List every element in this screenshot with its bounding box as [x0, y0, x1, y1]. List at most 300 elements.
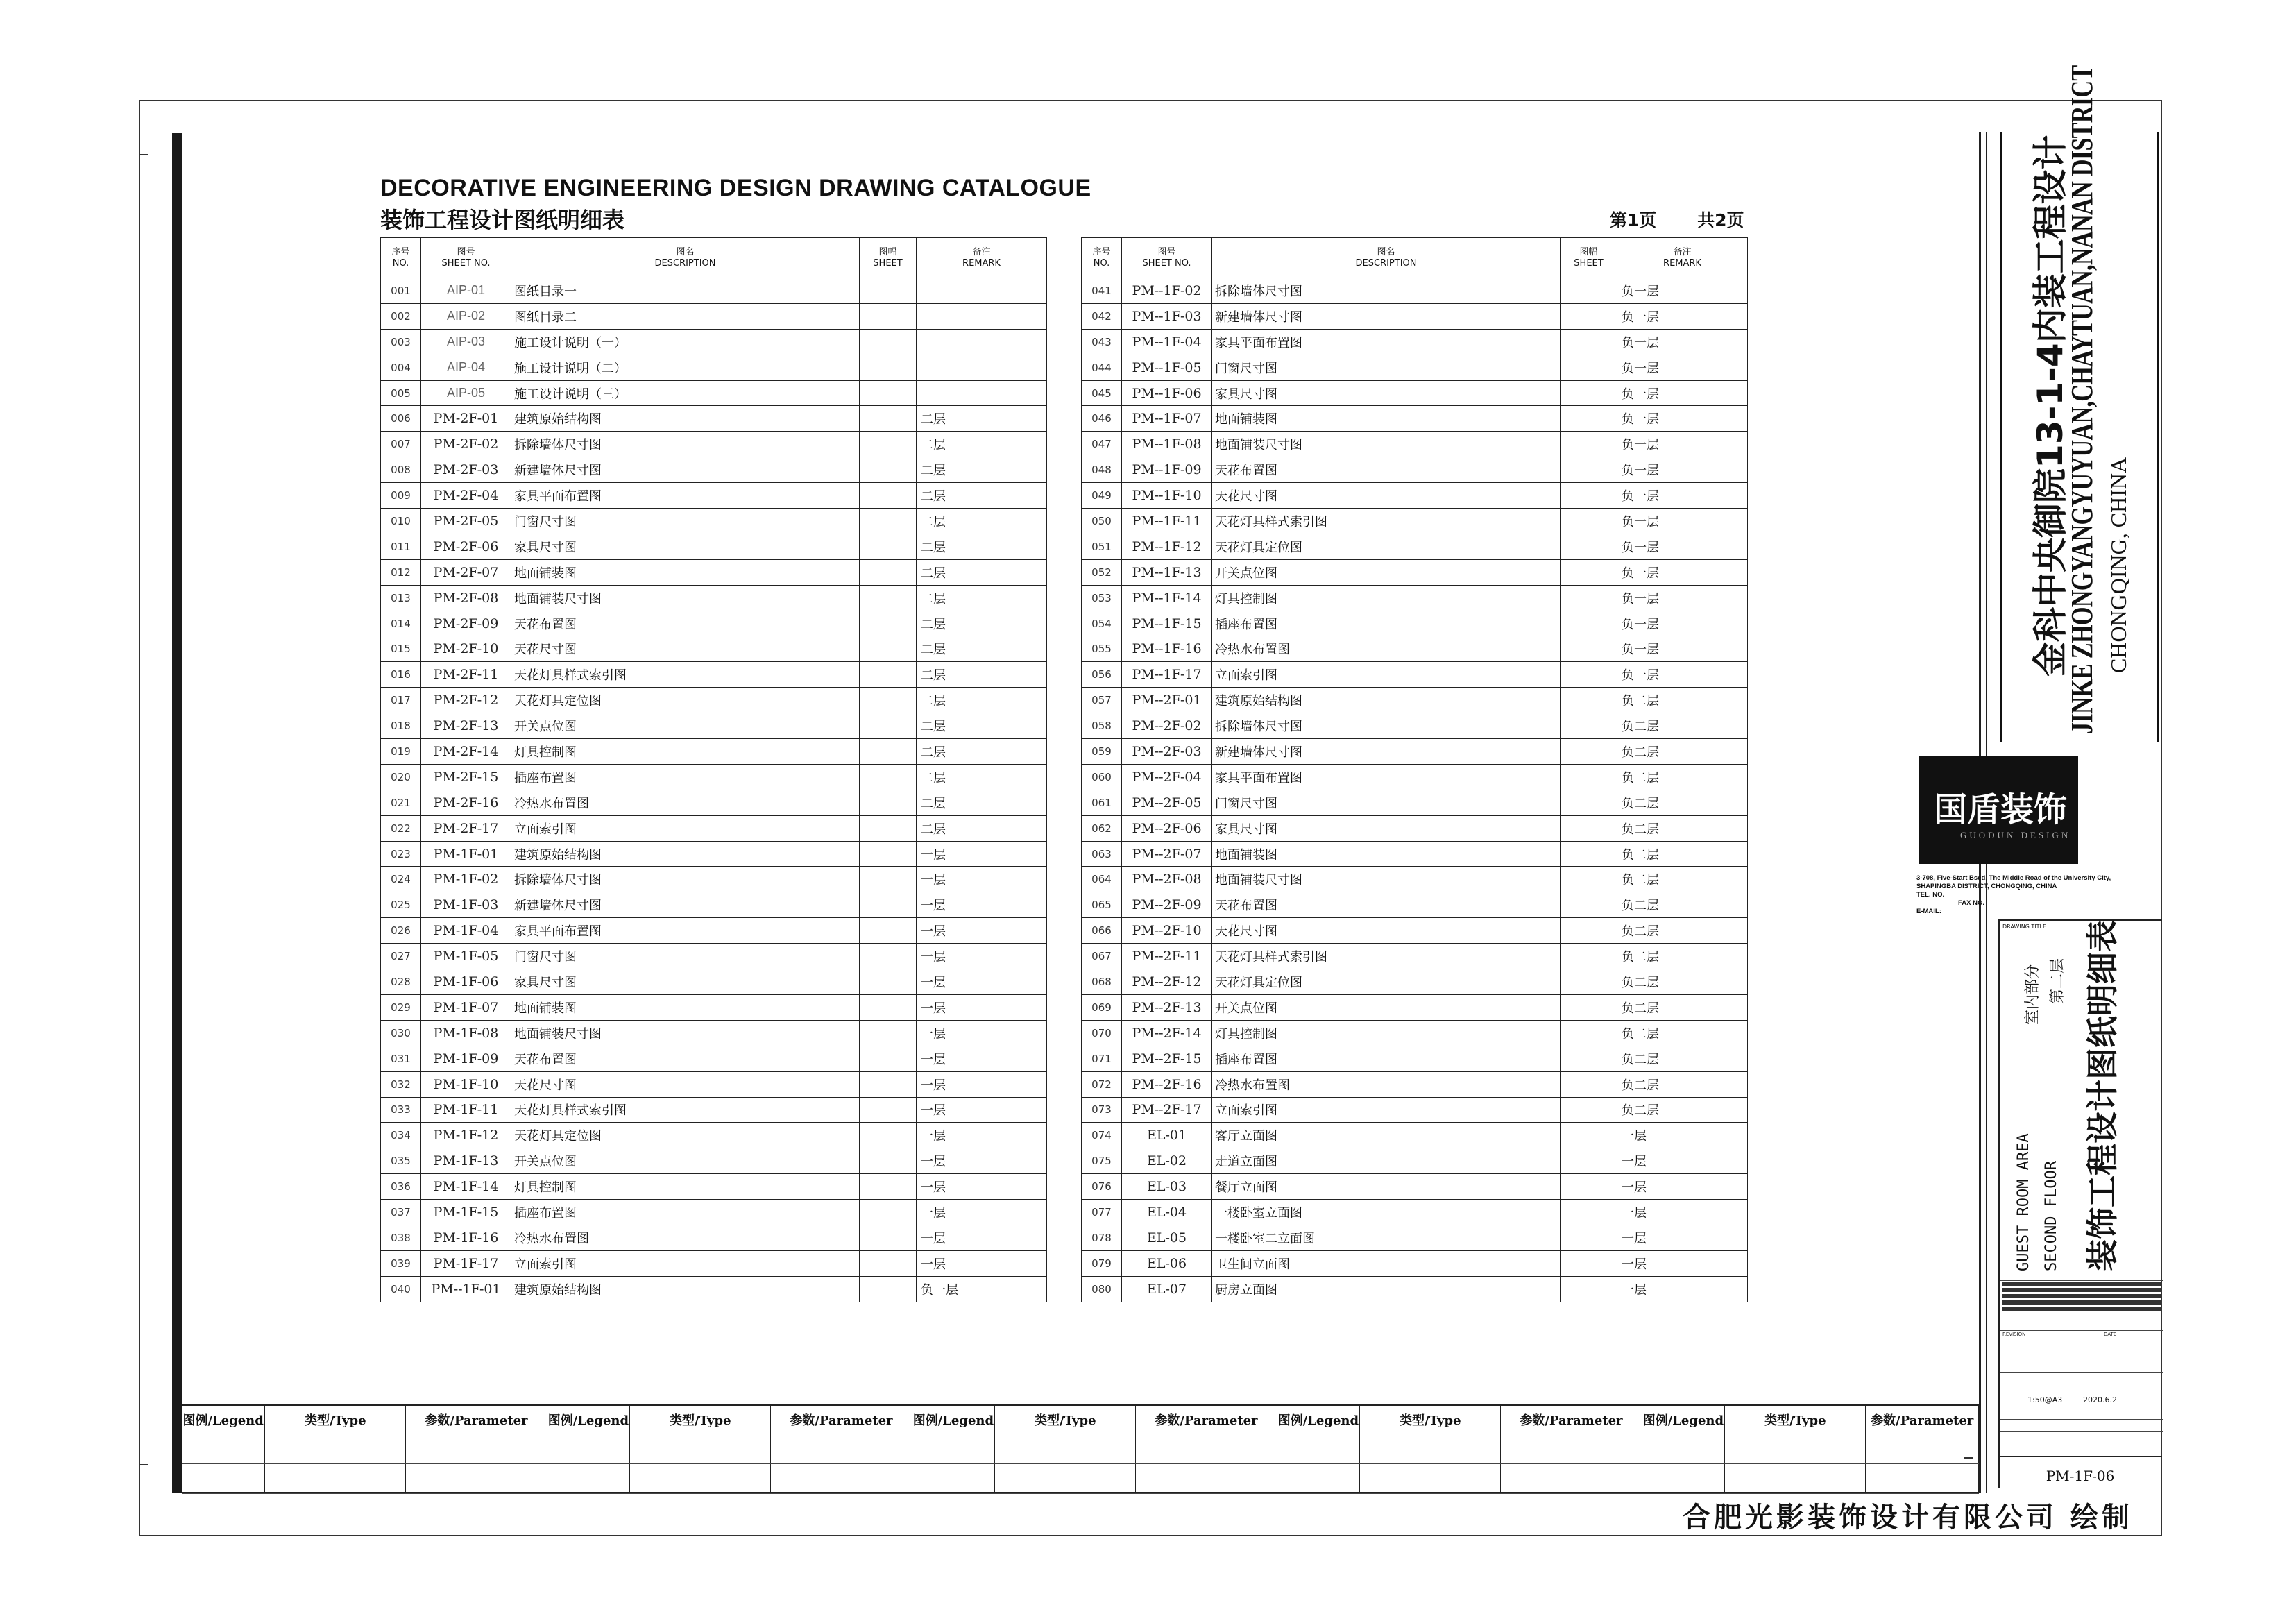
catalogue-body-right [1082, 278, 1748, 1302]
table-row [381, 918, 1047, 944]
floor-remark: 二层 [917, 457, 1047, 483]
row-number: 041 [1082, 278, 1122, 304]
legend-cell [995, 1463, 1136, 1493]
table-row [381, 1276, 1047, 1302]
drawing-title-block [1998, 919, 2162, 1280]
date-label: DATE [2104, 1332, 2117, 1337]
col-header-no: 序号 NO. [381, 238, 421, 278]
row-number: 073 [1082, 1097, 1122, 1123]
drawing-description: 新建墙体尺寸图 [511, 892, 860, 918]
row-number: 011 [381, 534, 421, 559]
row-number: 040 [381, 1276, 421, 1302]
table-row [1082, 994, 1748, 1020]
sheet-number: PM--2F-15 [1122, 1046, 1212, 1071]
drawing-description: 灯具控制图 [511, 739, 860, 765]
sheet-number: PM-1F-12 [421, 1123, 511, 1148]
sheet-size [860, 355, 917, 380]
drawing-description: 餐厅立面图 [1212, 1174, 1561, 1200]
sheet-number: PM--2F-08 [1122, 867, 1212, 892]
sheet-number: PM-2F-06 [421, 534, 511, 559]
floor-remark: 二层 [917, 559, 1047, 585]
row-number: 007 [381, 432, 421, 457]
legend-cell [912, 1434, 995, 1463]
sheet-size [860, 662, 917, 688]
sheet-size [1561, 1276, 1617, 1302]
row-number: 037 [381, 1200, 421, 1225]
area-cn: 室内部分 [2024, 963, 2041, 1025]
legend-header-type: 类型/Type [995, 1406, 1136, 1434]
drawing-description: 插座布置图 [1212, 1046, 1561, 1071]
col-header-sheet: 图号 SHEET NO. [1122, 238, 1212, 278]
divider [2000, 1280, 2163, 1281]
table-row [381, 688, 1047, 713]
sheet-size [860, 918, 917, 944]
sheet-number: PM-2F-04 [421, 483, 511, 509]
sheet-number: PM-2F-14 [421, 739, 511, 765]
drawing-description: 天花灯具定位图 [511, 1123, 860, 1148]
drawing-description: 家具平面布置图 [1212, 764, 1561, 790]
table-row [381, 969, 1047, 995]
sheet-size [1561, 636, 1617, 662]
sheet-size [1561, 278, 1617, 304]
company-address [1916, 874, 2111, 916]
sheet-number: PM-2F-03 [421, 457, 511, 483]
row-number: 014 [381, 611, 421, 636]
legend-cell [1360, 1434, 1501, 1463]
floor-remark: 二层 [917, 790, 1047, 815]
floor-remark: 一层 [917, 1200, 1047, 1225]
table-row [381, 432, 1047, 457]
drawing-description: 天花尺寸图 [511, 1071, 860, 1097]
company-name-en: GUODUN DESIGN [1960, 830, 2071, 840]
drawing-description: 天花灯具定位图 [1212, 969, 1561, 995]
drawing-description: 一楼卧室立面图 [1212, 1200, 1561, 1225]
project-city: CHONGQING, CHINA [2106, 457, 2131, 673]
sheet-size [1561, 380, 1617, 406]
col-header-scale: 图幅 SHEET [860, 238, 917, 278]
sheet-number: PM-1F-09 [421, 1046, 511, 1071]
table-row [381, 1071, 1047, 1097]
table-row [1082, 1174, 1748, 1200]
sheet-size [860, 432, 917, 457]
catalogue-table-left [380, 237, 1047, 1302]
floor-remark: 负一层 [1617, 406, 1748, 432]
legend-header-parameter: 参数/Parameter [406, 1406, 547, 1434]
floor-remark [917, 329, 1047, 355]
drawing-description: 拆除墙体尺寸图 [1212, 278, 1561, 304]
floor-remark: 负二层 [1617, 944, 1748, 969]
drawing-description: 开关点位图 [511, 713, 860, 739]
drawing-description: 一楼卧室二立面图 [1212, 1225, 1561, 1250]
drawing-description: 天花尺寸图 [1212, 483, 1561, 509]
drawing-description: 冷热水布置图 [511, 790, 860, 815]
sheet-number: PM--2F-13 [1122, 994, 1212, 1020]
sheet-size [860, 790, 917, 815]
floor-remark: 负二层 [1617, 1071, 1748, 1097]
table-row [381, 355, 1047, 380]
legend-cell [265, 1434, 406, 1463]
row-number: 035 [381, 1148, 421, 1174]
row-number: 062 [1082, 815, 1122, 841]
drawing-description: 天花布置图 [511, 611, 860, 636]
table-header-row [381, 238, 1047, 278]
row-number: 079 [1082, 1250, 1122, 1276]
table-row [381, 329, 1047, 355]
table-row [381, 892, 1047, 918]
sheet-size [860, 1250, 917, 1276]
sheet-number: PM-1F-11 [421, 1097, 511, 1123]
row-number: 022 [381, 815, 421, 841]
sheet-number: PM--2F-07 [1122, 841, 1212, 867]
drawing-description: 建筑原始结构图 [1212, 688, 1561, 713]
project-name-block [2000, 65, 2159, 742]
table-row [1082, 944, 1748, 969]
drawing-description: 天花灯具定位图 [1212, 534, 1561, 559]
row-number: 039 [381, 1250, 421, 1276]
drawing-description: 新建墙体尺寸图 [511, 457, 860, 483]
sheet-number: PM--1F-09 [1122, 457, 1212, 483]
floor-remark: 二层 [917, 636, 1047, 662]
floor-remark: 二层 [917, 534, 1047, 559]
floor-remark: 二层 [917, 815, 1047, 841]
sheet-number: PM-1F-05 [421, 944, 511, 969]
floor-remark: 负一层 [1617, 457, 1748, 483]
table-row [381, 1250, 1047, 1276]
row-number: 045 [1082, 380, 1122, 406]
sheet-size [860, 1097, 917, 1123]
table-row [381, 764, 1047, 790]
drawing-description: 地面铺装图 [1212, 841, 1561, 867]
drawing-description: 天花布置图 [511, 1046, 860, 1071]
row-number: 076 [1082, 1174, 1122, 1200]
footer-credit: 合肥光影装饰设计有限公司 绘制 [1683, 1501, 2133, 1533]
row-number: 023 [381, 841, 421, 867]
drawing-description: 家具平面布置图 [1212, 329, 1561, 355]
table-row [381, 1148, 1047, 1174]
row-number: 080 [1082, 1276, 1122, 1302]
table-row [1082, 611, 1748, 636]
legend-header-type: 类型/Type [1725, 1406, 1866, 1434]
table-row [381, 380, 1047, 406]
row-number: 012 [381, 559, 421, 585]
floor-remark: 一层 [917, 918, 1047, 944]
floor-remark [917, 380, 1047, 406]
sheet-size [860, 1276, 917, 1302]
sheet-size [1561, 559, 1617, 585]
row-number: 019 [381, 739, 421, 765]
sheet-size [860, 559, 917, 585]
drawing-description: 厨房立面图 [1212, 1276, 1561, 1302]
legend-header-type: 类型/Type [630, 1406, 771, 1434]
sheet-number: AIP-04 [421, 355, 511, 380]
sheet-number: PM--1F-11 [1122, 509, 1212, 534]
sheet-size [1561, 1148, 1617, 1174]
sheet-size [1561, 994, 1617, 1020]
floor-remark: 一层 [917, 994, 1047, 1020]
row-number: 030 [381, 1020, 421, 1046]
sheet-number: AIP-05 [421, 380, 511, 406]
table-row [381, 278, 1047, 304]
legend-cell [1136, 1463, 1277, 1493]
address-line: 3-708, Five-Start Bsed, The Middle Road of the University City, [1916, 874, 2111, 882]
row-number: 059 [1082, 739, 1122, 765]
row-number: 004 [381, 355, 421, 380]
drawing-description: 天花尺寸图 [511, 636, 860, 662]
table-row [381, 1046, 1047, 1071]
table-row [381, 867, 1047, 892]
sheet-number: PM--1F-17 [1122, 662, 1212, 688]
table-row [1082, 1148, 1748, 1174]
sheet-number: PM-2F-13 [421, 713, 511, 739]
table-row [1082, 483, 1748, 509]
floor-remark: 负一层 [1617, 534, 1748, 559]
legend-row [182, 1434, 1979, 1463]
legend-cell [912, 1463, 995, 1493]
sheet-number: PM-1F-14 [421, 1174, 511, 1200]
legend-cell [1642, 1434, 1725, 1463]
drawing-description: 地面铺装尺寸图 [511, 1020, 860, 1046]
table-row [1082, 559, 1748, 585]
floor-remark: 负一层 [1617, 380, 1748, 406]
company-logo [1919, 756, 2078, 864]
row-number: 034 [381, 1123, 421, 1148]
sheet-size [1561, 688, 1617, 713]
legend-cell [265, 1463, 406, 1493]
legend-cell [182, 1463, 265, 1493]
address-line: SHAPINGBA DISTRICT, CHONGQING, CHINA [1916, 883, 2057, 890]
sheet-size [1561, 509, 1617, 534]
project-name-en: JINKE ZHONGYANGYUYUAN,CHAYTUAN,NANAN DISTRICT [2065, 65, 2099, 735]
floor-remark: 一层 [1617, 1276, 1748, 1302]
legend-header-legend: 图例/Legend [182, 1406, 265, 1434]
area-en: GUEST ROOM AREA [2015, 1133, 2032, 1271]
drawing-description: 地面铺装尺寸图 [511, 585, 860, 611]
sheet-size [860, 815, 917, 841]
floor-remark: 一层 [917, 1174, 1047, 1200]
table-row [1082, 867, 1748, 892]
row-number: 060 [1082, 764, 1122, 790]
sheet-size [860, 739, 917, 765]
divider [2000, 1419, 2163, 1420]
sheet-number: PM--1F-16 [1122, 636, 1212, 662]
drawing-description: 插座布置图 [1212, 611, 1561, 636]
sheet-number: EL-01 [1122, 1123, 1212, 1148]
sheet-number: PM--1F-02 [1122, 278, 1212, 304]
legend-row [182, 1463, 1979, 1493]
floor-remark: 一层 [1617, 1225, 1748, 1250]
floor-remark: 负一层 [1617, 278, 1748, 304]
sheet-number: PM-1F-04 [421, 918, 511, 944]
floor-remark: 负一层 [1617, 559, 1748, 585]
sheet-number: AIP-01 [421, 278, 511, 304]
row-number: 063 [1082, 841, 1122, 867]
drawing-description: 地面铺装尺寸图 [1212, 867, 1561, 892]
floor-remark: 负二层 [1617, 892, 1748, 918]
sheet-size [1561, 790, 1617, 815]
sheet-size [860, 611, 917, 636]
row-number: 018 [381, 713, 421, 739]
drawing-description: 施工设计说明（三） [511, 380, 860, 406]
row-number: 070 [1082, 1020, 1122, 1046]
legend-cell [1360, 1463, 1501, 1493]
drawing-description: 天花灯具样式索引图 [1212, 509, 1561, 534]
floor-remark: 负一层 [1617, 662, 1748, 688]
row-number: 044 [1082, 355, 1122, 380]
fine-print [2002, 1282, 2161, 1329]
table-row [381, 406, 1047, 432]
table-row [1082, 1250, 1748, 1276]
sheet-size [1561, 329, 1617, 355]
drawing-title-label: DRAWING TITLE [2002, 924, 2047, 930]
row-number: 028 [381, 969, 421, 995]
floor-remark: 负二层 [1617, 1097, 1748, 1123]
legend-header-row [182, 1406, 1979, 1434]
legend-header-legend: 图例/Legend [547, 1406, 630, 1434]
floor-remark: 二层 [917, 713, 1047, 739]
table-row [1082, 969, 1748, 995]
floor-remark: 一层 [917, 1148, 1047, 1174]
col-header-remark: 备注 REMARK [1617, 238, 1748, 278]
sheet-size [860, 688, 917, 713]
sheet-size [1561, 944, 1617, 969]
floor-remark: 负二层 [1617, 867, 1748, 892]
divider [2000, 1372, 2163, 1373]
table-row [1082, 1020, 1748, 1046]
sheet-number: PM-2F-05 [421, 509, 511, 534]
sheet-number: PM--2F-01 [1122, 688, 1212, 713]
floor-remark: 负二层 [1617, 739, 1748, 765]
legend-cell [547, 1463, 630, 1493]
row-number: 055 [1082, 636, 1122, 662]
sheet-size [860, 1071, 917, 1097]
drawing-description: 插座布置图 [511, 764, 860, 790]
binding-bar [172, 133, 182, 1493]
legend-cell [1642, 1463, 1725, 1493]
floor-remark [917, 278, 1047, 304]
floor-remark: 负一层 [1617, 432, 1748, 457]
sheet-number: PM-2F-17 [421, 815, 511, 841]
drawing-description: 建筑原始结构图 [511, 1276, 860, 1302]
floor-remark: 二层 [917, 509, 1047, 534]
row-number: 020 [381, 764, 421, 790]
row-number: 026 [381, 918, 421, 944]
sheet-size [860, 841, 917, 867]
legend-cell [1136, 1434, 1277, 1463]
sheet-number: PM-1F-17 [421, 1250, 511, 1276]
table-row [1082, 1200, 1748, 1225]
sheet-number: PM--2F-05 [1122, 790, 1212, 815]
drawing-description: 客厅立面图 [1212, 1123, 1561, 1148]
row-number: 008 [381, 457, 421, 483]
legend-cell [1725, 1463, 1866, 1493]
drawing-description: 建筑原始结构图 [511, 406, 860, 432]
floor-remark: 一层 [917, 892, 1047, 918]
catalogue-body-left [381, 278, 1047, 1302]
sheet-number: PM--1F-15 [1122, 611, 1212, 636]
row-number: 043 [1082, 329, 1122, 355]
drawing-description: 拆除墙体尺寸图 [1212, 713, 1561, 739]
row-number: 033 [381, 1097, 421, 1123]
col-header-scale: 图幅 SHEET [1561, 238, 1617, 278]
drawing-description: 灯具控制图 [511, 1174, 860, 1200]
sheet-number: PM-2F-11 [421, 662, 511, 688]
sheet-size [860, 867, 917, 892]
drawing-description: 家具尺寸图 [1212, 380, 1561, 406]
company-name-cn: 国盾装饰 [1934, 790, 2068, 829]
table-row [1082, 1071, 1748, 1097]
legend-cell [995, 1434, 1136, 1463]
col-header-no: 序号 NO. [1082, 238, 1122, 278]
sheet-number: AIP-03 [421, 329, 511, 355]
table-row [381, 739, 1047, 765]
floor-remark: 负一层 [1617, 585, 1748, 611]
floor-remark: 一层 [1617, 1123, 1748, 1148]
sheet-number: PM--2F-14 [1122, 1020, 1212, 1046]
sheet-size [1561, 1097, 1617, 1123]
table-row [1082, 329, 1748, 355]
margin-tick-top-left [139, 154, 148, 155]
drawing-description: 天花尺寸图 [1212, 918, 1561, 944]
drawing-description: 立面索引图 [511, 815, 860, 841]
floor-remark: 一层 [917, 944, 1047, 969]
margin-tick-bottom-left [139, 1464, 148, 1465]
drawing-description: 家具尺寸图 [511, 969, 860, 995]
table-row [1082, 918, 1748, 944]
legend-header-parameter: 参数/Parameter [771, 1406, 912, 1434]
table-row [1082, 636, 1748, 662]
table-row [1082, 1225, 1748, 1250]
sheet-number: PM-2F-02 [421, 432, 511, 457]
table-row [1082, 1046, 1748, 1071]
sheet-size [860, 1148, 917, 1174]
legend-table [182, 1406, 1979, 1494]
sheet-size [860, 1174, 917, 1200]
sheet-size [860, 457, 917, 483]
row-number: 013 [381, 585, 421, 611]
row-number: 002 [381, 303, 421, 329]
floor-remark: 负二层 [1617, 918, 1748, 944]
drawing-description: 家具平面布置图 [511, 918, 860, 944]
legend-cell [1866, 1434, 1979, 1463]
sheet-size [860, 483, 917, 509]
row-number: 005 [381, 380, 421, 406]
drawing-description: 冷热水布置图 [1212, 636, 1561, 662]
sheet-size [860, 764, 917, 790]
sheet-size [860, 278, 917, 304]
drawing-description: 图纸目录二 [511, 303, 860, 329]
row-number: 021 [381, 790, 421, 815]
floor-remark: 二层 [917, 688, 1047, 713]
sheet-number: PM--2F-17 [1122, 1097, 1212, 1123]
legend-strip [182, 1404, 1979, 1493]
floor-remark: 负二层 [1617, 969, 1748, 995]
row-number: 072 [1082, 1071, 1122, 1097]
sheet-number: EL-06 [1122, 1250, 1212, 1276]
floor-remark: 负一层 [1617, 483, 1748, 509]
sheet-size [1561, 1020, 1617, 1046]
floor-remark: 一层 [917, 1046, 1047, 1071]
drawing-description: 插座布置图 [511, 1200, 860, 1225]
floor-remark: 二层 [917, 585, 1047, 611]
drawing-description: 开关点位图 [1212, 994, 1561, 1020]
tel-label: TEL. NO. [1916, 891, 1945, 899]
table-row [381, 303, 1047, 329]
sheet-size [1561, 1174, 1617, 1200]
divider [2000, 1330, 2163, 1331]
sheet-number: PM-1F-07 [421, 994, 511, 1020]
sheet-number: PM--1F-06 [1122, 380, 1212, 406]
floor-remark: 一层 [917, 969, 1047, 995]
